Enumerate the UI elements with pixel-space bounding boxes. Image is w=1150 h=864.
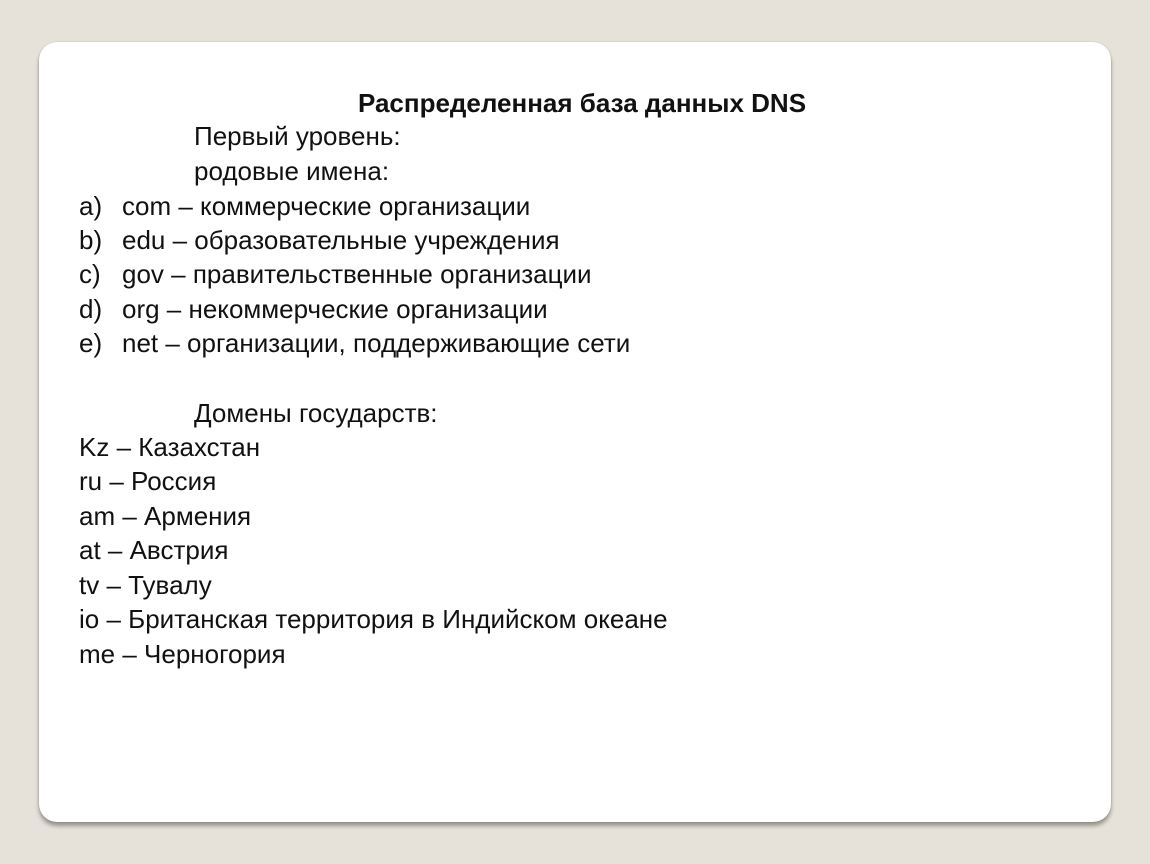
country-domains-heading: Домены государств: (194, 398, 438, 428)
list-marker: a) (79, 191, 103, 221)
list-item (79, 294, 548, 324)
list-marker: c) (79, 259, 101, 289)
first-level-heading: Первый уровень: (194, 121, 401, 151)
list-item-text: org – некоммерческие организации (122, 294, 548, 324)
list-marker: d) (79, 294, 103, 324)
list-item: Kz – Казахстан (79, 432, 261, 462)
list-item (79, 191, 530, 221)
list-marker: e) (79, 328, 103, 358)
list-item (79, 259, 592, 289)
list-item-text: com – коммерческие организации (122, 191, 531, 221)
generic-names-heading: родовые имена: (194, 156, 390, 186)
list-item (79, 328, 630, 358)
list-item-text: edu – образовательные учреждения (122, 225, 560, 255)
list-item: me – Черногория (79, 639, 286, 669)
slide-title: Распределенная база данных DNS (357, 88, 807, 118)
list-item: tv – Тувалу (79, 570, 212, 600)
list-item-text: net – организации, поддерживающие сети (122, 328, 631, 358)
list-marker: b) (79, 225, 103, 255)
list-item: ru – Россия (79, 466, 217, 496)
list-item: io – Британская территория в Индийском океане (79, 604, 668, 634)
list-item: am – Армения (79, 501, 252, 531)
slide (39, 42, 1111, 822)
list-item: at – Австрия (79, 535, 229, 565)
list-item (79, 225, 560, 255)
list-item-text: gov – правительственные организации (122, 259, 592, 289)
